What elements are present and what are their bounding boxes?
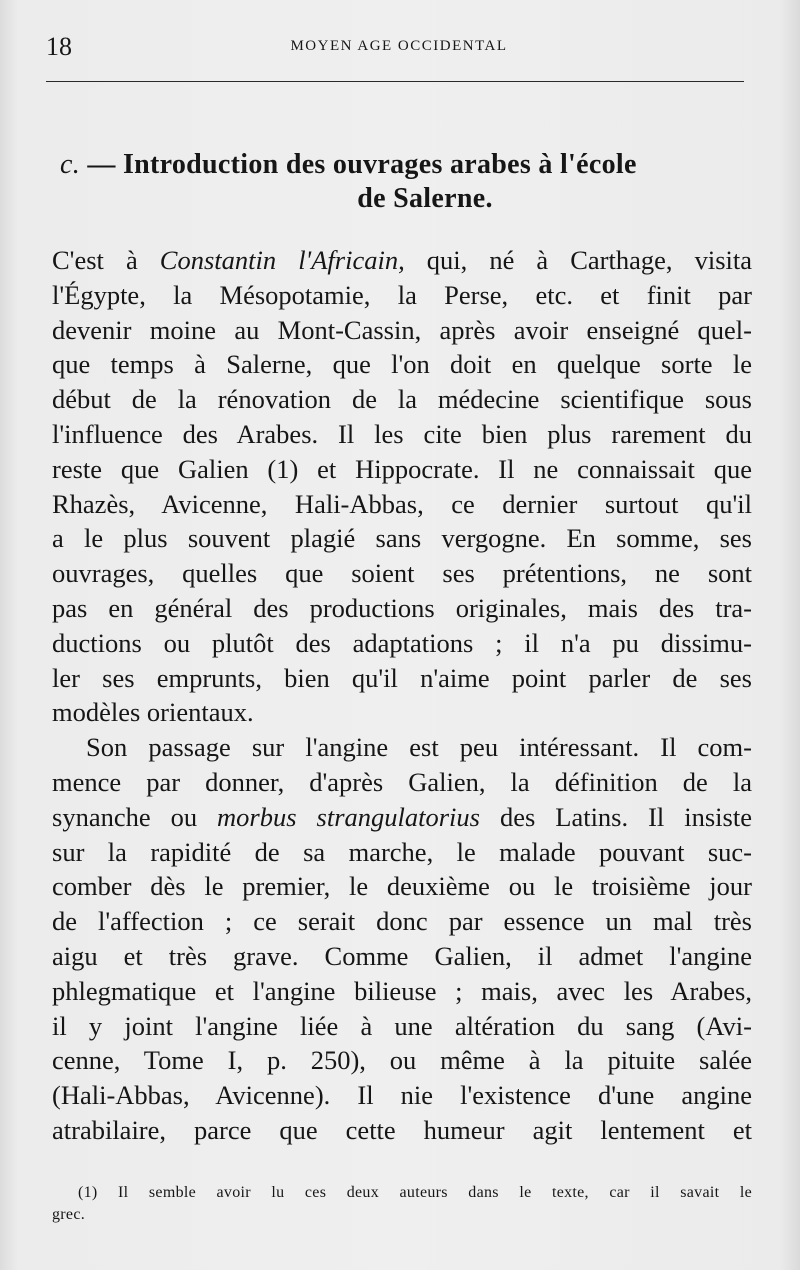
text-segment: C'est à — [52, 245, 160, 275]
text-line — [52, 243, 752, 278]
text-line — [52, 974, 752, 1009]
text-segment: Rhazès, Avicenne, Hali-Abbas, ce dernier surtout qu'il — [52, 488, 752, 519]
text-line — [52, 939, 752, 974]
text-segment: modèles orientaux. — [52, 697, 254, 728]
text-line — [52, 869, 752, 904]
text-segment: l'influence des Arabes. Il les cite bien plus rarement du — [52, 418, 752, 449]
text-line — [52, 591, 752, 626]
text-segment: qui, né à Carthage, visita — [404, 245, 752, 275]
text-line — [52, 556, 752, 591]
running-head: MOYEN AGE OCCIDENTAL — [290, 38, 508, 54]
text-line — [52, 800, 752, 835]
text-line — [52, 521, 752, 556]
section-title-line1: Introduction des ouvrages arabes à l'école — [122, 149, 637, 180]
text-segment: comber dès le premier, le deuxième ou le troisième jour — [52, 871, 752, 902]
text-line — [52, 626, 752, 661]
text-segment: mence par donner, d'après Galien, la définition de la — [52, 766, 752, 797]
header-rule — [46, 81, 744, 82]
text-segment: que temps à Salerne, que l'on doit en quelque sorte le — [52, 349, 752, 380]
text-segment: cenne, Tome I, p. 250), ou même à la pituite salée — [52, 1045, 752, 1076]
text-line — [52, 695, 752, 730]
text-line — [52, 1043, 752, 1078]
text-segment: a le plus souvent plagié sans vergogne. En somme, ses — [52, 523, 752, 554]
text-line — [52, 730, 752, 765]
text-segment: aigu et très grave. Comme Galien, il admet l'angine — [52, 940, 752, 971]
text-line — [52, 765, 752, 800]
page-number: 18 — [46, 32, 72, 61]
footnote-line: grec. — [52, 1206, 86, 1223]
text-segment: atrabilaire, parce que cette humeur agit lentement et — [52, 1114, 752, 1145]
text-segment: des Latins. Il insiste — [479, 801, 752, 832]
text-segment: ductions ou plutôt des adaptations ; il n'a pu dissimu- — [52, 627, 752, 658]
text-segment: l'Égypte, la Mésopotamie, la Perse, etc. et finit par — [52, 279, 752, 310]
text-segment: Son passage sur l'angine est peu intéressant. Il com- — [86, 732, 752, 763]
text-segment: phlegmatique et l'angine bilieuse ; mais, avec les Arabes, — [52, 975, 752, 1006]
italic-text: Constantin l'Africain, — [159, 245, 405, 275]
text-line — [52, 452, 752, 487]
footnote-line: (1) Il semble avoir lu ces deux auteurs dans le texte, car il savait le — [78, 1184, 752, 1201]
text-segment: synanche ou — [52, 801, 218, 832]
text-line — [52, 904, 752, 939]
text-line — [52, 661, 752, 696]
text-segment: ler ses emprunts, bien qu'il n'aime point parler de ses — [52, 662, 752, 693]
text-segment: il y joint l'angine liée à une altération du sang (Avi- — [52, 1010, 752, 1041]
text-segment: devenir moine au Mont-Cassin, après avoir enseigné quel- — [52, 314, 752, 345]
section-marker: c. — [60, 149, 81, 180]
section-title — [60, 148, 750, 216]
footnote — [52, 1182, 752, 1226]
italic-text: morbus strangulatorius — [217, 801, 480, 832]
text-line — [52, 278, 752, 313]
text-segment: pas en général des productions originales, mais des tra- — [52, 592, 752, 623]
text-line — [52, 1078, 752, 1113]
text-segment: début de la rénovation de la médecine scientifique sous — [52, 384, 752, 415]
text-line — [52, 487, 752, 522]
text-segment: ouvrages, quelles que soient ses prétentions, ne sont — [52, 558, 752, 589]
text-line — [52, 1009, 752, 1044]
page-header — [46, 30, 752, 70]
text-segment: (Hali-Abbas, Avicenne). Il nie l'existence d'une angine — [52, 1080, 752, 1111]
text-segment: sur la rapidité de sa marche, le malade pouvant suc- — [52, 836, 752, 867]
text-segment: de l'affection ; ce serait donc par essence un mal très — [52, 906, 752, 937]
body-text — [52, 243, 752, 1148]
text-line — [52, 417, 752, 452]
section-dash: — — [87, 149, 116, 180]
text-line — [52, 1113, 752, 1148]
text-segment: reste que Galien (1) et Hippocrate. Il ne connaissait que — [52, 453, 752, 484]
text-line — [52, 313, 752, 348]
text-line — [52, 347, 752, 382]
text-line — [52, 382, 752, 417]
section-title-line2: de Salerne. — [357, 183, 493, 214]
text-line — [52, 835, 752, 870]
